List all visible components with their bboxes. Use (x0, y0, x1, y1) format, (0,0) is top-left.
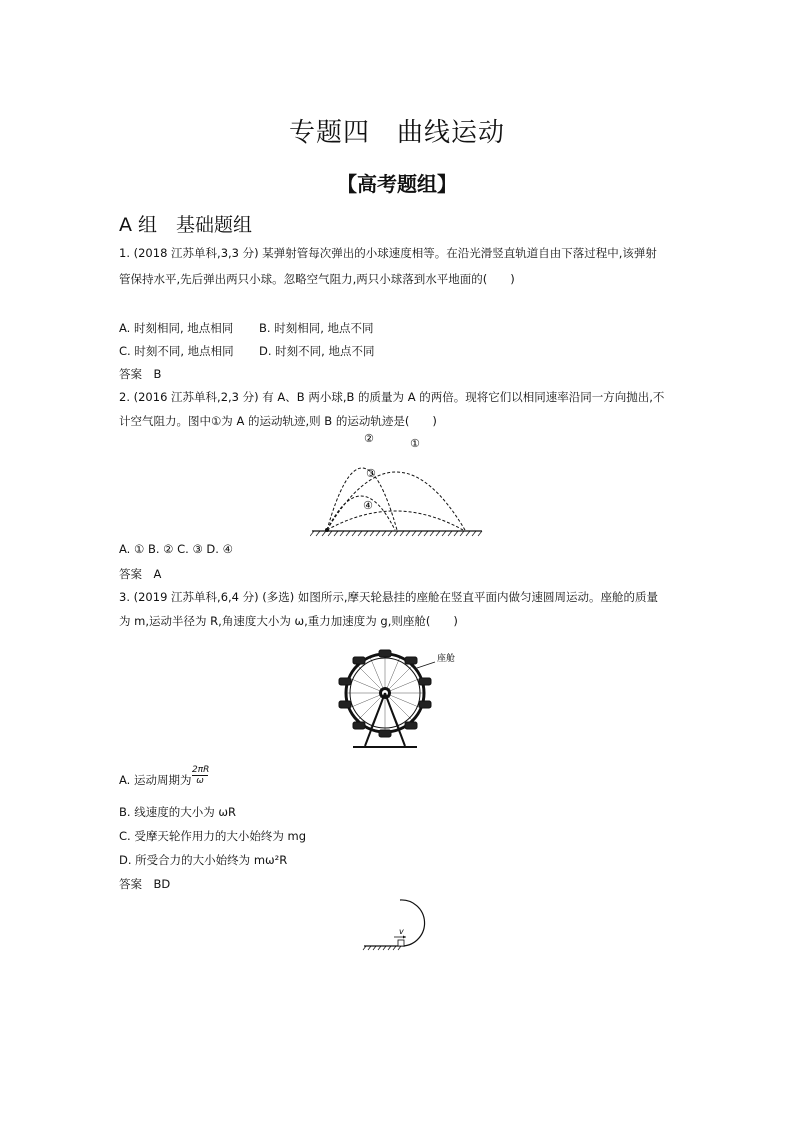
q1-option-a: A. 时刻相同, 地点相同 (119, 321, 234, 335)
launch-point (325, 528, 329, 532)
loop-track-figure (360, 898, 440, 958)
q2-options: A. ① B. ② C. ③ D. ④ (119, 542, 233, 556)
trajectory-figure (310, 432, 486, 538)
q3-answer: 答案 BD (119, 877, 171, 891)
q1-option-c: C. 时刻不同, 地点相同 (119, 344, 234, 358)
cabin-label: 座舱 (437, 654, 456, 664)
trajectory-2 (327, 468, 397, 530)
period-fraction (192, 765, 208, 786)
group-heading: A 组 基础题组 (119, 214, 253, 236)
q1-stem-line2: 管保持水平,先后弹出两只小球。忽略空气阻力,两只小球落到水平地面的( ) (119, 272, 515, 286)
cabin (419, 678, 431, 685)
trajectory-4 (327, 511, 463, 530)
ground-hatch (310, 531, 482, 536)
q1-stem-line1: 1. (2018 江苏单科,3,3 分) 某弹射管每次弹出的小球速度相等。在沿光滑竖直轨道自由下落过程中,该弹射 (119, 246, 657, 260)
q2-stem-line2: 计空气阻力。图中①为 A 的运动轨迹,则 B 的运动轨迹是( ) (119, 414, 437, 428)
velocity-label: v (399, 927, 404, 936)
cabin-pointer (417, 662, 435, 668)
cabin (405, 657, 417, 664)
cabin (353, 657, 365, 664)
ferris-wheel-figure (335, 648, 465, 752)
cabin (379, 650, 391, 657)
q1-option-b: B. 时刻相同, 地点不同 (259, 321, 374, 335)
q3-option-d: D. 所受合力的大小始终为 mω²R (119, 853, 288, 867)
loop-track (400, 900, 425, 946)
cabin (339, 701, 351, 708)
trajectory-label-2: ② (364, 432, 374, 445)
block (398, 940, 404, 946)
q3-stem-line2: 为 m,运动半径为 R,角速度大小为 ω,重力加速度为 g,则座舱( ) (119, 614, 458, 628)
trajectory-label-4: ④ (363, 499, 373, 512)
cabin (379, 730, 391, 737)
q2-answer: 答案 A (119, 567, 162, 581)
cabin (419, 701, 431, 708)
page-title: 专题四 曲线运动 (288, 118, 505, 148)
q1-answer: 答案 B (119, 367, 162, 381)
q3-option-c: C. 受摩天轮作用力的大小始终为 mg (119, 829, 306, 843)
cabin (405, 722, 417, 729)
cabin (353, 722, 365, 729)
cabin (339, 678, 351, 685)
q3-option-b: B. 线速度的大小为 ωR (119, 805, 236, 819)
q3-stem-line1: 3. (2019 江苏单科,6,4 分) (多选) 如图所示,摩天轮悬挂的座舱在竖直平面内做匀速圆周运动。座舱的质量 (119, 590, 659, 604)
q2-stem-line1: 2. (2016 江苏单科,2,3 分) 有 A、B 两小球,B 的质量为 A 的两倍。现将它们以相同速率沿同一方向抛出,不 (119, 390, 665, 404)
fraction-numerator: 2πR (192, 765, 210, 775)
trajectory-label-3: ③ (366, 467, 376, 480)
q1-option-d: D. 时刻不同, 地点不同 (259, 344, 375, 358)
fraction-denominator: ω (196, 776, 204, 786)
q3-option-a: A. 运动周期为 (119, 773, 192, 787)
trajectory-label-1: ① (410, 437, 420, 450)
section-subtitle: 【高考题组】 (337, 172, 457, 196)
